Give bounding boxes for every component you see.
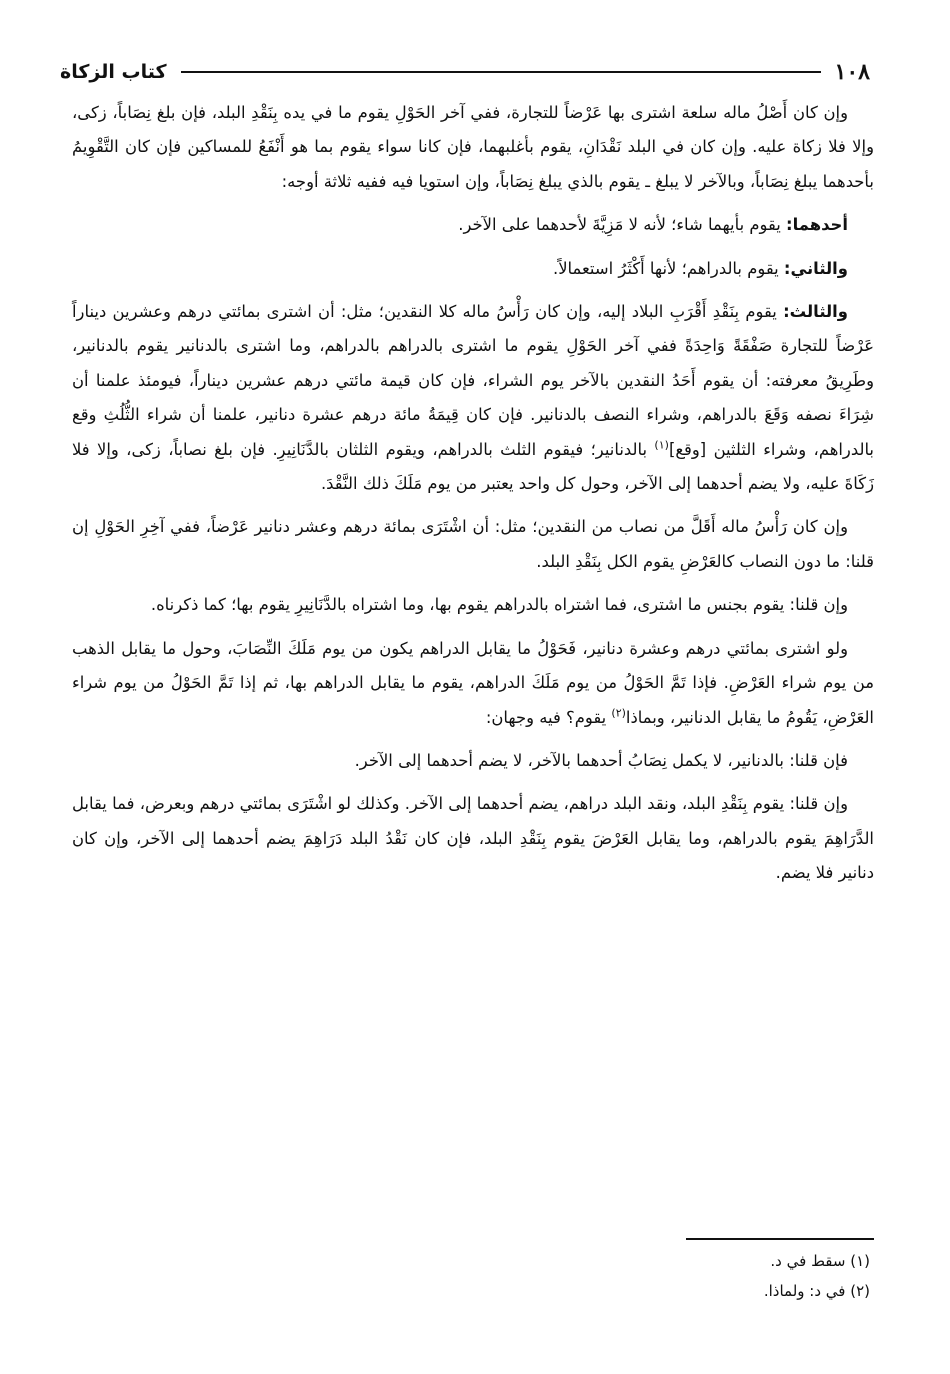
footnote-2: (٢) في د: ولماذا. [763,1282,870,1300]
paragraph-two-hundred-text-a: ولو اشترى بمائتي درهم وعشرة دنانير، فَحَوْلُ ما يقابل الدراهم يكون من يوم مَلَكَ النِّصَابَ، وحول ما يقابل الذهب من يوم شراء العَرْضِ. فإذا تَمَّ الحَوْلُ من يوم مَلَكَ الدراهم، يقوم ما يقابل الدراهم بها، ثم إذا تَمَّ الحَوْلُ من يوم شراء العَرْضِ، يَقُومُ ما يقابل الدنانير، وبماذا [72,638,874,727]
paragraph-if-local-currency: وإن قلنا: يقوم بِنَقْدِ البلد، ونقد البلد دراهم، يضم أحدهما إلى الآخر. وكذلك لو اشْتَرَى بمائتي درهم وبعرض، فما يقابل الدَّرَاهِمَ يقوم بالدراهم، وما يقابل العَرْضَ يقوم بِنَقْدِ البلد، فإن كان نَقْدُ البلد دَرَاهِمَ يضم أحدهما إلى الآخر، وإن كان دنانير فلا يضم. [72,794,874,883]
header-rule [181,71,821,73]
label-third: والثالث: [783,302,848,322]
label-second: والثاني: [783,258,848,278]
footnote-1: (١) سقط في د. [770,1252,870,1270]
footnote-marker-2[interactable]: (٢) [611,706,626,720]
paragraph-third-text-b: بالدنانير؛ فيقوم الثلث بالدراهم، ويقوم الثلثان بالدَّنَانِيرِ. فإن بلغ نصاباً، زكى، وإلا فلا زَكَاةَ عليه، ولا يضم أحدهما إلى الآخر، وحول كل واحد يعتبر من يوم مَلَكَ ذلك النَّقْدَ. [72,439,874,494]
paragraph-two-hundred-text-b: يقوم؟ فيه وجهان: [485,707,612,727]
paragraph-if-dinars: فإن قلنا: بالدنانير، لا يكمل نِصَابُ أحدهما بالآخر، لا يضم أحدهما إلى الآخر. [354,750,848,770]
paragraph-first-text: يقوم بأيهما شاء؛ لأنه لا مَزِيَّةَ لأحدهما على الآخر. [458,215,781,235]
label-first: أحدهما: [786,215,848,235]
paragraph-less-than-nisab: وإن كان رَأْسُ ماله أَقَلَّ من نصاب من النقدين؛ مثل: أن اشْتَرَى بمائة درهم وعشر دنانير عَرْضاً، ففي آخِرِ الحَوْلِ إن قلنا: ما دون النصاب كالعَرْضِ يقوم الكل بِنَقْدِ البلد. [72,517,874,571]
paragraph-third-view [72,295,874,501]
paragraph-third-text-a: يقوم بِنَقْدِ أَقْرَبِ البلاد إليه، وإن كان رَأْسُ ماله كلا النقدين؛ مثل: أن اشترى بمائتي درهم وعشرين ديناراً عَرْضاً للتجارة صَفْقَةً وَاحِدَةً ففي آخر الحَوْلِ يقوم ما اشترى بالدراهم بالدراهم، وما اشترى بالدنانير يقوم بالدنانير، وطَرِيقُ معرفته: أن يقوم أَحَدُ النقدين بالآخر يوم الشراء، فإن كان قيمة مائتي درهم عشرين ديناراً، فيومئذ علمنا أن شِرَاءَ نصفه وَقَعَ بالدراهم، وشراء النصف بالدنانير. فإن كان قِيمَةُ مائة درهم عشرة دنانير، علمنا أن شراء الثُّلُثِ وقع بالدراهم، وشراء الثلثين [وقع] [72,302,874,459]
footnote-rule [686,1238,874,1240]
page-header [60,52,870,92]
footnotes [470,1246,870,1306]
paragraph-intro: وإن كان أَصْلُ ماله سلعة اشترى بها عَرْضاً للتجارة، ففي آخر الحَوْلِ يقوم ما في يده بِنَقْدِ البلد، فإن بلغ نِصَاباً، زكى، وإلا فلا زكاة عليه. وإن كان في البلد نَقْدَانِ، يقوم بأغلبهما، فإن كانا سواء يقوم بما هو أَنْفَعُ للمساكين فإن كان التَّقْوِيمُ بأحدهما يبلغ نِصَاباً، وبالآخر لا يبلغ ـ يقوم بالذي يبلغ نِصَاباً، وإن استويا فيه ففيه ثلاثة أوجه: [72,103,874,191]
paragraph-second-text: يقوم بالدراهم؛ لأنها أَكْثَرُ استعمالاً. [553,258,779,278]
paragraph-by-kind: وإن قلنا: يقوم بجنس ما اشترى، فما اشتراه بالدراهم يقوم بها، وما اشتراه بالدَّنَانِيرِ يقوم بها؛ كما ذكرناه. [150,595,848,615]
paragraph-two-hundred-dirhams [72,632,874,735]
paragraph-second-view [72,252,874,286]
footnote-marker-1[interactable]: (١) [654,438,669,452]
page-number: ١٠٨ [834,59,870,85]
paragraph-first-view [72,208,874,242]
running-title: كتاب الزكاة [60,61,167,83]
main-text [72,96,874,900]
